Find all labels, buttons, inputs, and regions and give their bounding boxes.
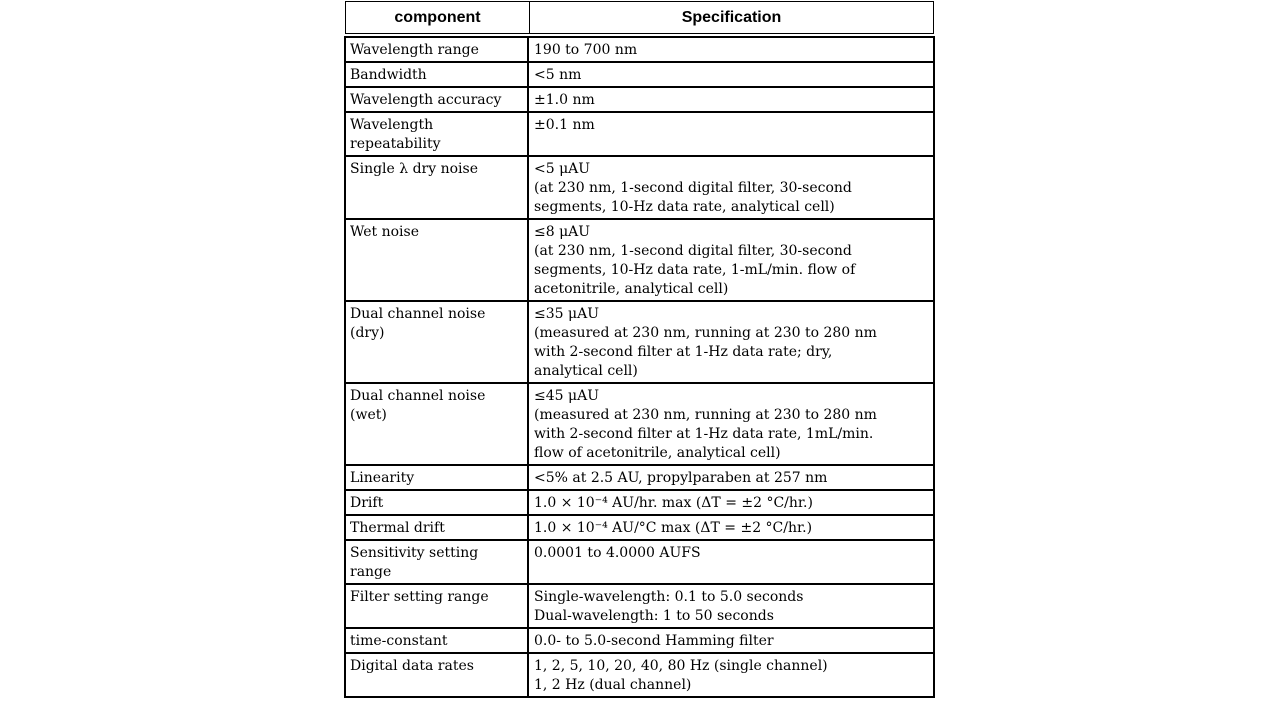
component-cell xyxy=(346,88,529,111)
table-row xyxy=(346,113,933,157)
spec-text: ±0.1 nm xyxy=(534,117,595,133)
spec-text: ≤35 μAU xyxy=(534,306,600,322)
header-component: component xyxy=(346,2,530,33)
component-text: (dry) xyxy=(350,325,385,341)
component-cell xyxy=(346,38,529,61)
component-cell xyxy=(346,220,529,300)
component-text: Thermal drift xyxy=(350,520,445,536)
component-cell xyxy=(346,491,529,514)
component-text: (wet) xyxy=(350,407,387,423)
component-cell xyxy=(346,541,529,583)
component-text: repeatability xyxy=(350,136,441,152)
spec-cell xyxy=(529,654,933,696)
table-row xyxy=(346,157,933,220)
spec-cell xyxy=(529,63,933,86)
table-row xyxy=(346,220,933,302)
spec-text: (at 230 nm, 1-second digital filter, 30-second xyxy=(534,180,852,196)
spec-table xyxy=(344,36,935,698)
spec-text: (at 230 nm, 1-second digital filter, 30-second xyxy=(534,243,852,259)
spec-cell xyxy=(529,88,933,111)
table-row xyxy=(346,384,933,466)
spec-text: 1, 2, 5, 10, 20, 40, 80 Hz (single channel) xyxy=(534,658,828,674)
table-row xyxy=(346,541,933,585)
spec-cell xyxy=(529,516,933,539)
spec-text: Dual-wavelength: 1 to 50 seconds xyxy=(534,608,774,624)
component-cell xyxy=(346,654,529,696)
spec-text: 1.0 × 10⁻⁴ AU/°C max (ΔT = ±2 °C/hr.) xyxy=(534,520,813,536)
spec-cell xyxy=(529,585,933,627)
spec-cell xyxy=(529,157,933,218)
spec-text: (measured at 230 nm, running at 230 to 280 nm xyxy=(534,407,877,423)
component-cell xyxy=(346,157,529,218)
component-text: range xyxy=(350,564,392,580)
component-text: Sensitivity setting xyxy=(350,545,479,561)
table-row xyxy=(346,629,933,654)
component-text: Single λ dry noise xyxy=(350,161,478,177)
component-cell xyxy=(346,516,529,539)
component-cell xyxy=(346,113,529,155)
table-row xyxy=(346,38,933,63)
spec-cell xyxy=(529,541,933,583)
spec-text: (measured at 230 nm, running at 230 to 280 nm xyxy=(534,325,877,341)
spec-cell xyxy=(529,466,933,489)
spec-text: <5 μAU xyxy=(534,161,591,177)
component-text: Bandwidth xyxy=(350,67,427,83)
spec-text: flow of acetonitrile, analytical cell) xyxy=(534,445,781,461)
spec-text: 190 to 700 nm xyxy=(534,42,638,58)
spec-text: 1.0 × 10⁻⁴ AU/hr. max (ΔT = ±2 °C/hr.) xyxy=(534,495,813,511)
spec-text: segments, 10-Hz data rate, 1-mL/min. flow of xyxy=(534,262,856,278)
spec-text: 0.0001 to 4.0000 AUFS xyxy=(534,545,701,561)
table-row xyxy=(346,63,933,88)
component-cell xyxy=(346,302,529,382)
spec-text: analytical cell) xyxy=(534,363,638,379)
spec-text: with 2-second filter at 1-Hz data rate; dry, xyxy=(534,344,833,360)
spec-text: 1, 2 Hz (dual channel) xyxy=(534,677,692,693)
spec-text: segments, 10-Hz data rate, analytical cell) xyxy=(534,199,835,215)
component-text: Wavelength xyxy=(350,117,434,133)
table-row xyxy=(346,491,933,516)
component-text: Wavelength accuracy xyxy=(350,92,502,108)
spec-text: ≤45 μAU xyxy=(534,388,600,404)
header-specification: Specification xyxy=(681,8,782,26)
component-text: Wavelength range xyxy=(350,42,479,58)
spec-cell xyxy=(529,220,933,300)
spec-text: Single-wavelength: 0.1 to 5.0 seconds xyxy=(534,589,804,605)
component-text: time-constant xyxy=(350,633,448,649)
spec-cell xyxy=(529,38,933,61)
spec-text: ±1.0 nm xyxy=(534,92,595,108)
component-text: Dual channel noise xyxy=(350,388,486,404)
component-text: Wet noise xyxy=(350,224,420,240)
component-cell xyxy=(346,629,529,652)
table-row xyxy=(346,302,933,384)
component-text: Digital data rates xyxy=(350,658,474,674)
component-cell xyxy=(346,384,529,464)
spec-text: with 2-second filter at 1-Hz data rate, 1mL/min. xyxy=(534,426,874,442)
table-row xyxy=(346,466,933,491)
spec-cell xyxy=(529,384,933,464)
header-table xyxy=(345,1,934,34)
table-row xyxy=(346,585,933,629)
table-row xyxy=(346,654,933,696)
spec-text: ≤8 μAU xyxy=(534,224,591,240)
spec-cell xyxy=(529,629,933,652)
component-cell xyxy=(346,63,529,86)
spec-cell xyxy=(529,302,933,382)
spec-text: acetonitrile, analytical cell) xyxy=(534,281,729,297)
spec-cell xyxy=(529,113,933,155)
spec-text: 0.0- to 5.0-second Hamming filter xyxy=(534,633,774,649)
spec-text: <5% at 2.5 AU, propylparaben at 257 nm xyxy=(534,470,828,486)
spec-text: <5 nm xyxy=(534,67,582,83)
spec-cell xyxy=(529,491,933,514)
component-cell xyxy=(346,466,529,489)
table-row xyxy=(346,88,933,113)
component-text: Drift xyxy=(350,495,384,511)
component-text: Dual channel noise xyxy=(350,306,486,322)
component-cell xyxy=(346,585,529,627)
component-text: Filter setting range xyxy=(350,589,489,605)
table-row xyxy=(346,516,933,541)
component-text: Linearity xyxy=(350,470,415,486)
